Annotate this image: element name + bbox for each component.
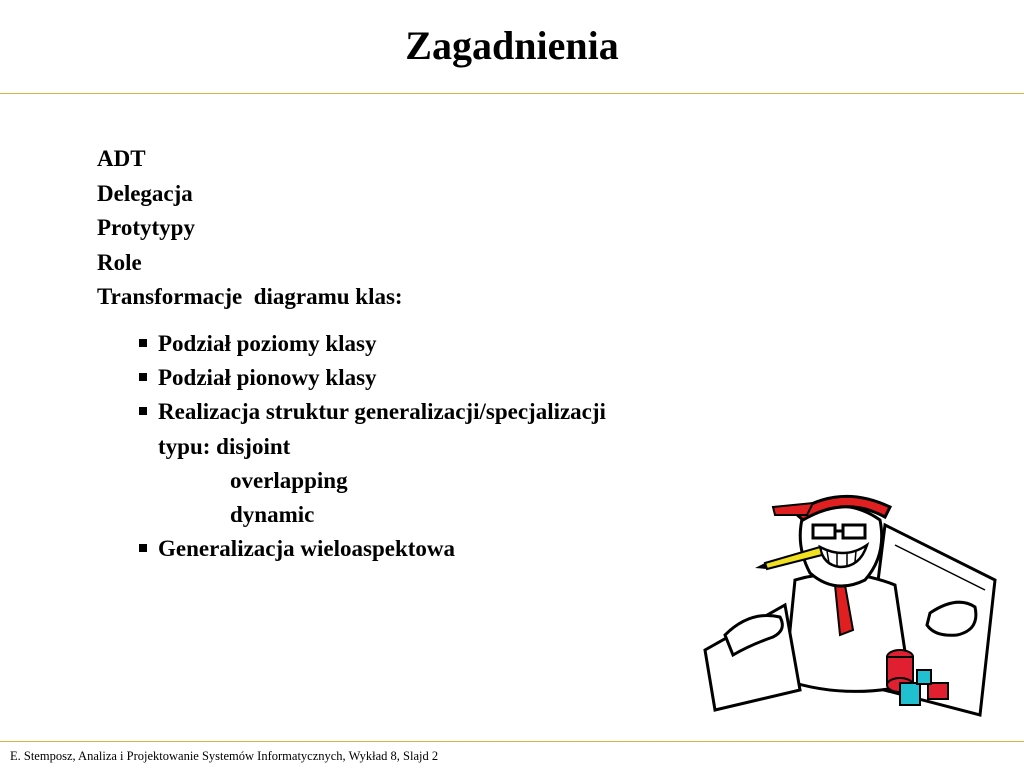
square-bullet-icon [139, 339, 147, 347]
footer-divider [0, 741, 1024, 742]
subtopic-item [136, 327, 606, 361]
title-divider [0, 93, 1024, 94]
topic-item: ADT [97, 146, 146, 171]
topic-item: Protytypy [97, 215, 195, 240]
subtopic-item [136, 361, 606, 395]
subtopic-continuation: typu: disjoint [158, 433, 291, 459]
topic-item: Transformacje diagramu klas: [97, 284, 403, 309]
subtopic-item [136, 532, 606, 566]
subtopic-text: Podział poziomy klasy [158, 331, 377, 356]
topic-list [97, 142, 403, 315]
subtopic-text: Realizacja struktur generalizacji/specjalizacji [158, 399, 606, 425]
subtopic-list [136, 327, 606, 566]
subtopic-continuation: dynamic [230, 502, 315, 528]
slide-title: Zagadnienia [405, 23, 619, 68]
square-bullet-icon [139, 373, 147, 381]
subtopic-text: Podział pionowy klasy [158, 365, 377, 391]
subtopic-text: Generalizacja wieloaspektowa [158, 536, 456, 562]
square-bullet-icon [139, 544, 147, 552]
businessman-clipart [695, 485, 1015, 725]
subtopic-continuation: overlapping [230, 467, 348, 493]
subtopic-item [136, 395, 606, 532]
topic-item: Role [97, 249, 142, 275]
topic-item: Delegacja [97, 180, 193, 206]
footer-caption: E. Stemposz, Analiza i Projektowanie Systemów Informatycznych, Wykład 8, Slajd 2 [10, 749, 439, 763]
square-bullet-icon [139, 407, 147, 415]
